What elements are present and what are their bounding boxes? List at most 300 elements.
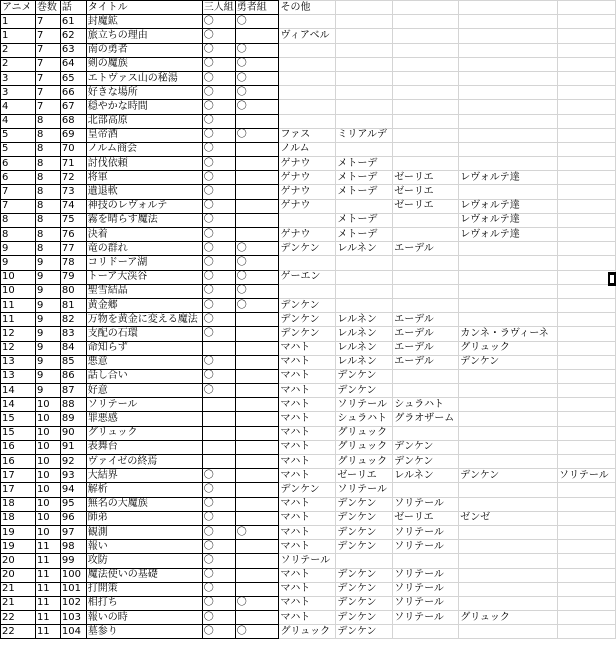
cell-volume[interactable]: 8 <box>35 142 60 156</box>
cell-hero-group[interactable]: 〇 <box>235 86 279 100</box>
cell-episode[interactable]: 78 <box>60 256 86 270</box>
cell-other-1[interactable]: マハト <box>279 426 336 440</box>
cell-other-1[interactable]: ゲナウ <box>279 157 336 171</box>
cell-title[interactable]: グリュック <box>86 426 202 440</box>
cell-episode[interactable]: 72 <box>60 171 86 185</box>
cell-volume[interactable]: 9 <box>35 298 60 312</box>
cell-anime[interactable]: 13 <box>1 355 36 369</box>
cell-anime[interactable]: 5 <box>1 128 36 142</box>
cell-other-1[interactable]: マハト <box>279 369 336 383</box>
cell-anime[interactable]: 21 <box>1 596 36 610</box>
cell-episode[interactable]: 101 <box>60 582 86 596</box>
cell-other-5[interactable] <box>558 142 616 156</box>
cell-episode[interactable]: 63 <box>60 43 86 57</box>
cell-other-3[interactable] <box>393 256 459 270</box>
cell-other-1[interactable]: マハト <box>279 384 336 398</box>
cell-title[interactable]: 観測 <box>86 525 202 539</box>
cell-anime[interactable]: 17 <box>1 483 36 497</box>
cell-episode[interactable]: 68 <box>60 114 86 128</box>
cell-trio[interactable] <box>202 426 235 440</box>
cell-other-5[interactable] <box>558 582 616 596</box>
cell-other-3[interactable] <box>393 71 459 85</box>
cell-other-2[interactable]: メトーデ <box>336 228 393 242</box>
cell-other-4[interactable] <box>459 398 558 412</box>
cell-anime[interactable]: 4 <box>1 100 36 114</box>
cell-other-4[interactable] <box>459 455 558 469</box>
cell-anime[interactable]: 3 <box>1 86 36 100</box>
cell-volume[interactable]: 9 <box>35 369 60 383</box>
cell-trio[interactable]: 〇 <box>202 369 235 383</box>
cell-other-2[interactable]: デンケン <box>336 582 393 596</box>
cell-other-3[interactable]: エーデル <box>393 355 459 369</box>
cell-hero-group[interactable] <box>235 469 279 483</box>
cell-trio[interactable]: 〇 <box>202 171 235 185</box>
cell-other-5[interactable] <box>558 270 616 284</box>
cell-anime[interactable]: 10 <box>1 284 36 298</box>
cell-other-4[interactable] <box>459 412 558 426</box>
cell-other-5[interactable] <box>558 596 616 610</box>
cell-volume[interactable]: 8 <box>35 242 60 256</box>
cell-other-4[interactable] <box>459 256 558 270</box>
cell-other-5[interactable] <box>558 611 616 625</box>
cell-title[interactable]: 報いの時 <box>86 611 202 625</box>
cell-other-3[interactable] <box>393 369 459 383</box>
cell-trio[interactable]: 〇 <box>202 128 235 142</box>
cell-hero-group[interactable] <box>235 384 279 398</box>
cell-anime[interactable]: 3 <box>1 71 36 85</box>
cell-other-3[interactable] <box>393 57 459 71</box>
cell-anime[interactable]: 8 <box>1 213 36 227</box>
cell-hero-group[interactable] <box>235 440 279 454</box>
cell-other-1[interactable]: デンケン <box>279 298 336 312</box>
cell-episode[interactable]: 76 <box>60 228 86 242</box>
cell-volume[interactable]: 7 <box>35 100 60 114</box>
cell-other-4[interactable] <box>459 384 558 398</box>
cell-anime[interactable]: 14 <box>1 384 36 398</box>
cell-other-2[interactable]: ソリテール <box>336 483 393 497</box>
cell-other-3[interactable]: エーデル <box>393 313 459 327</box>
cell-other-1[interactable]: マハト <box>279 355 336 369</box>
cell-trio[interactable]: 〇 <box>202 242 235 256</box>
cell-anime[interactable]: 4 <box>1 114 36 128</box>
cell-other-3[interactable]: デンケン <box>393 440 459 454</box>
cell-other-2[interactable]: レルネン <box>336 355 393 369</box>
cell-other-2[interactable]: デンケン <box>336 625 393 639</box>
cell-title[interactable]: 罪悪感 <box>86 412 202 426</box>
cell-volume[interactable]: 11 <box>35 611 60 625</box>
cell-anime[interactable]: 18 <box>1 511 36 525</box>
cell-title[interactable]: 討伐依頼 <box>86 157 202 171</box>
cell-other-1[interactable]: マハト <box>279 611 336 625</box>
cell-anime[interactable]: 2 <box>1 43 36 57</box>
cell-other-2[interactable]: デンケン <box>336 369 393 383</box>
header-cell-other-2[interactable] <box>336 1 393 15</box>
cell-trio[interactable]: 〇 <box>202 199 235 213</box>
cell-other-1[interactable]: マハト <box>279 582 336 596</box>
cell-other-1[interactable]: デンケン <box>279 327 336 341</box>
cell-other-2[interactable] <box>336 554 393 568</box>
cell-other-5[interactable] <box>558 29 616 43</box>
cell-hero-group[interactable] <box>235 341 279 355</box>
cell-title[interactable]: 聖雪結晶 <box>86 284 202 298</box>
cell-other-3[interactable] <box>393 100 459 114</box>
cell-trio[interactable]: 〇 <box>202 100 235 114</box>
cell-other-5[interactable] <box>558 497 616 511</box>
cell-other-3[interactable] <box>393 29 459 43</box>
cell-other-4[interactable] <box>459 43 558 57</box>
cell-other-2[interactable]: デンケン <box>336 611 393 625</box>
cell-volume[interactable]: 10 <box>35 398 60 412</box>
cell-anime[interactable]: 15 <box>1 412 36 426</box>
cell-other-3[interactable] <box>393 228 459 242</box>
cell-other-1[interactable]: マハト <box>279 469 336 483</box>
cell-other-5[interactable] <box>558 284 616 298</box>
cell-other-1[interactable]: デンケン <box>279 313 336 327</box>
cell-trio[interactable]: 〇 <box>202 313 235 327</box>
cell-title[interactable]: 決着 <box>86 228 202 242</box>
cell-episode[interactable]: 91 <box>60 440 86 454</box>
cell-episode[interactable]: 80 <box>60 284 86 298</box>
cell-title[interactable]: 霧を晴らす魔法 <box>86 213 202 227</box>
cell-other-1[interactable]: デンケン <box>279 483 336 497</box>
cell-trio[interactable]: 〇 <box>202 15 235 29</box>
cell-episode[interactable]: 102 <box>60 596 86 610</box>
cell-volume[interactable]: 8 <box>35 199 60 213</box>
cell-episode[interactable]: 66 <box>60 86 86 100</box>
cell-other-1[interactable]: マハト <box>279 440 336 454</box>
cell-hero-group[interactable]: 〇 <box>235 128 279 142</box>
cell-other-4[interactable]: デンケン <box>459 355 558 369</box>
cell-other-2[interactable] <box>336 86 393 100</box>
cell-hero-group[interactable]: 〇 <box>235 43 279 57</box>
cell-volume[interactable]: 10 <box>35 497 60 511</box>
cell-volume[interactable]: 8 <box>35 114 60 128</box>
cell-other-4[interactable] <box>459 298 558 312</box>
cell-volume[interactable]: 7 <box>35 57 60 71</box>
cell-title[interactable]: 封魔鉱 <box>86 15 202 29</box>
cell-hero-group[interactable] <box>235 313 279 327</box>
cell-trio[interactable]: 〇 <box>202 497 235 511</box>
cell-title[interactable]: 報い <box>86 540 202 554</box>
cell-title[interactable]: トーア大渓谷 <box>86 270 202 284</box>
cell-hero-group[interactable]: 〇 <box>235 242 279 256</box>
cell-trio[interactable]: 〇 <box>202 43 235 57</box>
cell-other-3[interactable] <box>393 15 459 29</box>
cell-anime[interactable]: 6 <box>1 157 36 171</box>
cell-title[interactable]: 解析 <box>86 483 202 497</box>
cell-other-1[interactable]: ゲナウ <box>279 171 336 185</box>
cell-other-1[interactable]: ソリテール <box>279 554 336 568</box>
cell-anime[interactable]: 11 <box>1 298 36 312</box>
cell-title[interactable]: 将軍 <box>86 171 202 185</box>
cell-other-4[interactable] <box>459 596 558 610</box>
cell-title[interactable]: 竜の群れ <box>86 242 202 256</box>
cell-other-2[interactable] <box>336 298 393 312</box>
cell-other-2[interactable]: ソリテール <box>336 398 393 412</box>
cell-other-3[interactable]: ソリテール <box>393 540 459 554</box>
cell-other-5[interactable] <box>558 341 616 355</box>
header-cell-title[interactable]: タイトル <box>86 1 202 15</box>
cell-other-1[interactable] <box>279 57 336 71</box>
cell-episode[interactable]: 95 <box>60 497 86 511</box>
cell-hero-group[interactable]: 〇 <box>235 270 279 284</box>
cell-volume[interactable]: 7 <box>35 71 60 85</box>
cell-other-2[interactable]: シュラハト <box>336 412 393 426</box>
cell-hero-group[interactable] <box>235 412 279 426</box>
cell-episode[interactable]: 82 <box>60 313 86 327</box>
cell-other-3[interactable]: シュラハト <box>393 398 459 412</box>
cell-volume[interactable]: 7 <box>35 29 60 43</box>
cell-other-1[interactable] <box>279 256 336 270</box>
cell-anime[interactable]: 9 <box>1 256 36 270</box>
cell-hero-group[interactable] <box>235 483 279 497</box>
cell-episode[interactable]: 85 <box>60 355 86 369</box>
cell-other-1[interactable]: マハト <box>279 596 336 610</box>
cell-other-5[interactable] <box>558 199 616 213</box>
cell-volume[interactable]: 11 <box>35 596 60 610</box>
cell-episode[interactable]: 79 <box>60 270 86 284</box>
cell-other-1[interactable]: マハト <box>279 511 336 525</box>
cell-trio[interactable] <box>202 440 235 454</box>
cell-trio[interactable] <box>202 341 235 355</box>
cell-episode[interactable]: 67 <box>60 100 86 114</box>
cell-anime[interactable]: 12 <box>1 327 36 341</box>
cell-hero-group[interactable] <box>235 157 279 171</box>
cell-episode[interactable]: 100 <box>60 568 86 582</box>
cell-volume[interactable]: 10 <box>35 525 60 539</box>
cell-other-4[interactable]: デンケン <box>459 469 558 483</box>
cell-trio[interactable]: 〇 <box>202 298 235 312</box>
cell-other-3[interactable] <box>393 157 459 171</box>
cell-trio[interactable]: 〇 <box>202 228 235 242</box>
cell-other-1[interactable]: マハト <box>279 455 336 469</box>
cell-other-2[interactable]: レルネン <box>336 242 393 256</box>
cell-trio[interactable]: 〇 <box>202 71 235 85</box>
cell-trio[interactable]: 〇 <box>202 284 235 298</box>
cell-other-2[interactable] <box>336 43 393 57</box>
cell-other-3[interactable] <box>393 142 459 156</box>
cell-title[interactable]: 好意 <box>86 384 202 398</box>
cell-other-4[interactable] <box>459 568 558 582</box>
cell-trio[interactable]: 〇 <box>202 511 235 525</box>
cell-trio[interactable] <box>202 412 235 426</box>
cell-anime[interactable]: 22 <box>1 625 36 639</box>
cell-hero-group[interactable] <box>235 369 279 383</box>
cell-hero-group[interactable] <box>235 554 279 568</box>
cell-trio[interactable]: 〇 <box>202 86 235 100</box>
cell-other-1[interactable]: ヴィアベル <box>279 29 336 43</box>
cell-other-4[interactable] <box>459 114 558 128</box>
cell-other-5[interactable] <box>558 185 616 199</box>
cell-episode[interactable]: 62 <box>60 29 86 43</box>
cell-hero-group[interactable] <box>235 540 279 554</box>
cell-episode[interactable]: 84 <box>60 341 86 355</box>
cell-other-1[interactable]: ゲナウ <box>279 228 336 242</box>
cell-other-1[interactable]: ゲナウ <box>279 185 336 199</box>
cell-other-5[interactable] <box>558 625 616 639</box>
cell-hero-group[interactable] <box>235 568 279 582</box>
cell-trio[interactable]: 〇 <box>202 554 235 568</box>
cell-other-4[interactable] <box>459 57 558 71</box>
cell-other-1[interactable]: ノルム <box>279 142 336 156</box>
cell-hero-group[interactable]: 〇 <box>235 256 279 270</box>
cell-other-1[interactable] <box>279 213 336 227</box>
cell-hero-group[interactable] <box>235 327 279 341</box>
cell-other-2[interactable]: メトーデ <box>336 157 393 171</box>
cell-hero-group[interactable] <box>235 213 279 227</box>
cell-title[interactable]: 遺退軟 <box>86 185 202 199</box>
cell-other-3[interactable]: ゼーリエ <box>393 171 459 185</box>
cell-volume[interactable]: 10 <box>35 440 60 454</box>
cell-anime[interactable]: 22 <box>1 611 36 625</box>
cell-other-3[interactable]: グラオザーム <box>393 412 459 426</box>
cell-other-2[interactable]: デンケン <box>336 568 393 582</box>
cell-other-2[interactable] <box>336 284 393 298</box>
cell-anime[interactable]: 1 <box>1 15 36 29</box>
cell-other-2[interactable]: グリュック <box>336 440 393 454</box>
cell-hero-group[interactable] <box>235 582 279 596</box>
cell-other-3[interactable]: ソリテール <box>393 596 459 610</box>
cell-episode[interactable]: 97 <box>60 525 86 539</box>
cell-trio[interactable]: 〇 <box>202 582 235 596</box>
cell-other-1[interactable]: マハト <box>279 412 336 426</box>
cell-other-1[interactable] <box>279 114 336 128</box>
cell-volume[interactable]: 11 <box>35 568 60 582</box>
cell-trio[interactable]: 〇 <box>202 469 235 483</box>
cell-hero-group[interactable] <box>235 511 279 525</box>
cell-volume[interactable]: 8 <box>35 157 60 171</box>
cell-other-1[interactable]: ゲーエン <box>279 270 336 284</box>
cell-volume[interactable]: 10 <box>35 455 60 469</box>
cell-title[interactable]: 攻防 <box>86 554 202 568</box>
cell-other-5[interactable] <box>558 511 616 525</box>
cell-other-5[interactable] <box>558 242 616 256</box>
cell-title[interactable]: 支配の石環 <box>86 327 202 341</box>
cell-other-2[interactable]: デンケン <box>336 540 393 554</box>
cell-other-2[interactable] <box>336 57 393 71</box>
cell-title[interactable]: 皇帝酒 <box>86 128 202 142</box>
cell-other-3[interactable]: ソリテール <box>393 582 459 596</box>
cell-volume[interactable]: 8 <box>35 171 60 185</box>
cell-volume[interactable]: 9 <box>35 270 60 284</box>
cell-other-2[interactable]: メトーデ <box>336 171 393 185</box>
cell-other-3[interactable]: ソリテール <box>393 497 459 511</box>
cell-episode[interactable]: 93 <box>60 469 86 483</box>
cell-other-2[interactable]: グリュック <box>336 455 393 469</box>
cell-other-4[interactable] <box>459 582 558 596</box>
cell-other-3[interactable] <box>393 426 459 440</box>
cell-other-2[interactable] <box>336 256 393 270</box>
cell-other-4[interactable] <box>459 142 558 156</box>
cell-trio[interactable]: 〇 <box>202 596 235 610</box>
cell-other-4[interactable] <box>459 185 558 199</box>
cell-other-3[interactable] <box>393 554 459 568</box>
cell-title[interactable]: 魔法使いの基礎 <box>86 568 202 582</box>
cell-anime[interactable]: 8 <box>1 228 36 242</box>
cell-other-5[interactable] <box>558 426 616 440</box>
header-cell-trio[interactable]: 三人組 <box>202 1 235 15</box>
cell-episode[interactable]: 87 <box>60 384 86 398</box>
cell-other-5[interactable] <box>558 171 616 185</box>
cell-other-1[interactable]: マハト <box>279 525 336 539</box>
cell-other-5[interactable] <box>558 157 616 171</box>
cell-anime[interactable]: 15 <box>1 426 36 440</box>
cell-anime[interactable]: 10 <box>1 270 36 284</box>
cell-volume[interactable]: 8 <box>35 228 60 242</box>
cell-anime[interactable]: 7 <box>1 185 36 199</box>
cell-other-3[interactable] <box>393 114 459 128</box>
cell-other-1[interactable] <box>279 86 336 100</box>
header-cell-other-3[interactable] <box>393 1 459 15</box>
cell-episode[interactable]: 96 <box>60 511 86 525</box>
cell-other-4[interactable] <box>459 554 558 568</box>
cell-volume[interactable]: 7 <box>35 86 60 100</box>
cell-other-5[interactable] <box>558 440 616 454</box>
cell-anime[interactable]: 7 <box>1 199 36 213</box>
cell-other-2[interactable] <box>336 100 393 114</box>
cell-episode[interactable]: 92 <box>60 455 86 469</box>
cell-title[interactable]: 旅立ちの理由 <box>86 29 202 43</box>
cell-anime[interactable]: 16 <box>1 455 36 469</box>
cell-episode[interactable]: 90 <box>60 426 86 440</box>
cell-trio[interactable] <box>202 398 235 412</box>
cell-trio[interactable]: 〇 <box>202 270 235 284</box>
cell-episode[interactable]: 81 <box>60 298 86 312</box>
cell-anime[interactable]: 12 <box>1 341 36 355</box>
cell-other-2[interactable]: デンケン <box>336 511 393 525</box>
cell-other-2[interactable] <box>336 270 393 284</box>
cell-hero-group[interactable] <box>235 171 279 185</box>
cell-episode[interactable]: 104 <box>60 625 86 639</box>
cell-volume[interactable]: 10 <box>35 412 60 426</box>
cell-anime[interactable]: 14 <box>1 398 36 412</box>
cell-episode[interactable]: 74 <box>60 199 86 213</box>
cell-title[interactable]: ヴァイゼの終焉 <box>86 455 202 469</box>
cell-other-2[interactable]: デンケン <box>336 525 393 539</box>
cell-hero-group[interactable] <box>235 29 279 43</box>
cell-volume[interactable]: 9 <box>35 341 60 355</box>
cell-volume[interactable]: 11 <box>35 554 60 568</box>
cell-title[interactable]: 打開策 <box>86 582 202 596</box>
cell-episode[interactable]: 83 <box>60 327 86 341</box>
cell-trio[interactable]: 〇 <box>202 525 235 539</box>
cell-title[interactable]: 神技のレヴォルテ <box>86 199 202 213</box>
cell-other-4[interactable] <box>459 270 558 284</box>
cell-hero-group[interactable]: 〇 <box>235 71 279 85</box>
header-cell-other-1[interactable]: その他 <box>279 1 336 15</box>
cell-other-3[interactable]: ソリテール <box>393 525 459 539</box>
cell-other-4[interactable] <box>459 128 558 142</box>
cell-other-2[interactable] <box>336 15 393 29</box>
cell-volume[interactable]: 10 <box>35 511 60 525</box>
cell-other-5[interactable] <box>558 568 616 582</box>
cell-trio[interactable]: 〇 <box>202 57 235 71</box>
cell-anime[interactable]: 9 <box>1 242 36 256</box>
cell-other-5[interactable] <box>558 71 616 85</box>
cell-other-3[interactable]: エーデル <box>393 242 459 256</box>
cell-other-4[interactable] <box>459 313 558 327</box>
cell-trio[interactable]: 〇 <box>202 384 235 398</box>
cell-other-1[interactable] <box>279 71 336 85</box>
cell-trio[interactable]: 〇 <box>202 355 235 369</box>
cell-other-3[interactable] <box>393 284 459 298</box>
cell-title[interactable]: 墓参り <box>86 625 202 639</box>
cell-hero-group[interactable]: 〇 <box>235 298 279 312</box>
cell-other-4[interactable] <box>459 483 558 497</box>
cell-other-3[interactable]: レルネン <box>393 469 459 483</box>
cell-episode[interactable]: 89 <box>60 412 86 426</box>
cell-trio[interactable]: 〇 <box>202 185 235 199</box>
